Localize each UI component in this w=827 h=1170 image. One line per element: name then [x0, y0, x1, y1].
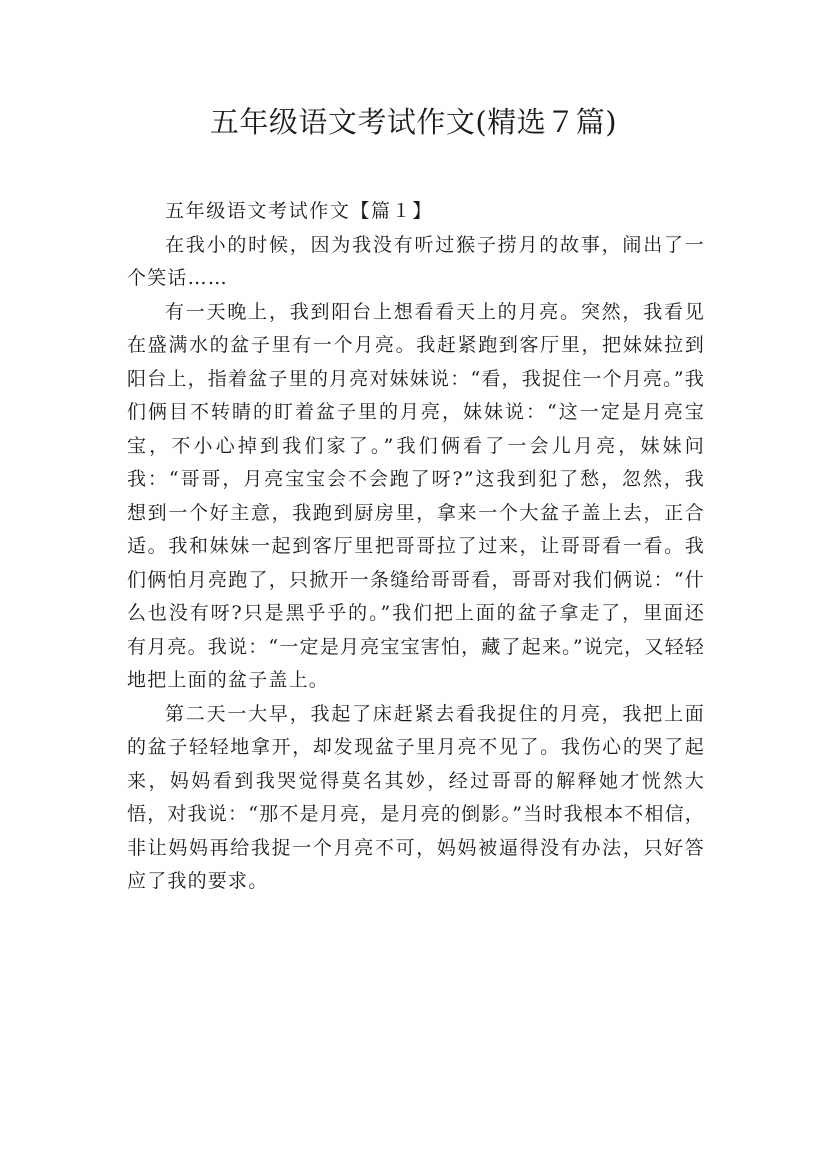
document-body: [127, 195, 705, 899]
document-title: 五年级语文考试作文(精选７篇): [209, 105, 618, 139]
section-heading: 五年级语文考试作文【篇１】: [165, 200, 433, 222]
paragraph-3: 第二天一大早，我起了床赶紧去看我捉住的月亮，我把上面的盆子轻轻地拿开，却发现盆子里月亮不见了。我伤心的哭了起来，妈妈看到我哭觉得莫名其妙，经过哥哥的解释她才恍然大悟，对我说：“那不是月亮，是月亮的倒影。”当时我根本不相信，非让妈妈再给我捉一个月亮不可，妈妈被逼得没有办法，只好答应了我的要求。: [127, 702, 705, 892]
paragraph-1: 在我小的时候，因为我没有听过猴子捞月的故事，闹出了一个笑话……: [127, 233, 705, 289]
paragraph-2: 有一天晚上，我到阳台上想看看天上的月亮。突然，我看见在盛满水的盆子里有一个月亮。我赶紧跑到客厅里，把妹妹拉到阳台上，指着盆子里的月亮对妹妹说：“看，我捉住一个月亮。”我们俩目不转睛的盯着盆子里的月亮，妹妹说：“这一定是月亮宝宝，不小心掉到我们家了。”我们俩看了一会儿月亮，妹妹问我：“哥哥，月亮宝宝会不会跑了呀?”这我到犯了愁，忽然，我想到一个好主意，我跑到厨房里，拿来一个大盆子盖上去，正合适。我和妹妹一起到客厅里把哥哥拉了过来，让哥哥看一看。我们俩怕月亮跑了，只掀开一条缝给哥哥看，哥哥对我们俩说：“什么也没有呀?只是黑乎乎的。”我们把上面的盆子拿走了，里面还有月亮。我说：“一定是月亮宝宝害怕，藏了起来。”说完，又轻轻地把上面的盆子盖上。: [127, 300, 705, 691]
